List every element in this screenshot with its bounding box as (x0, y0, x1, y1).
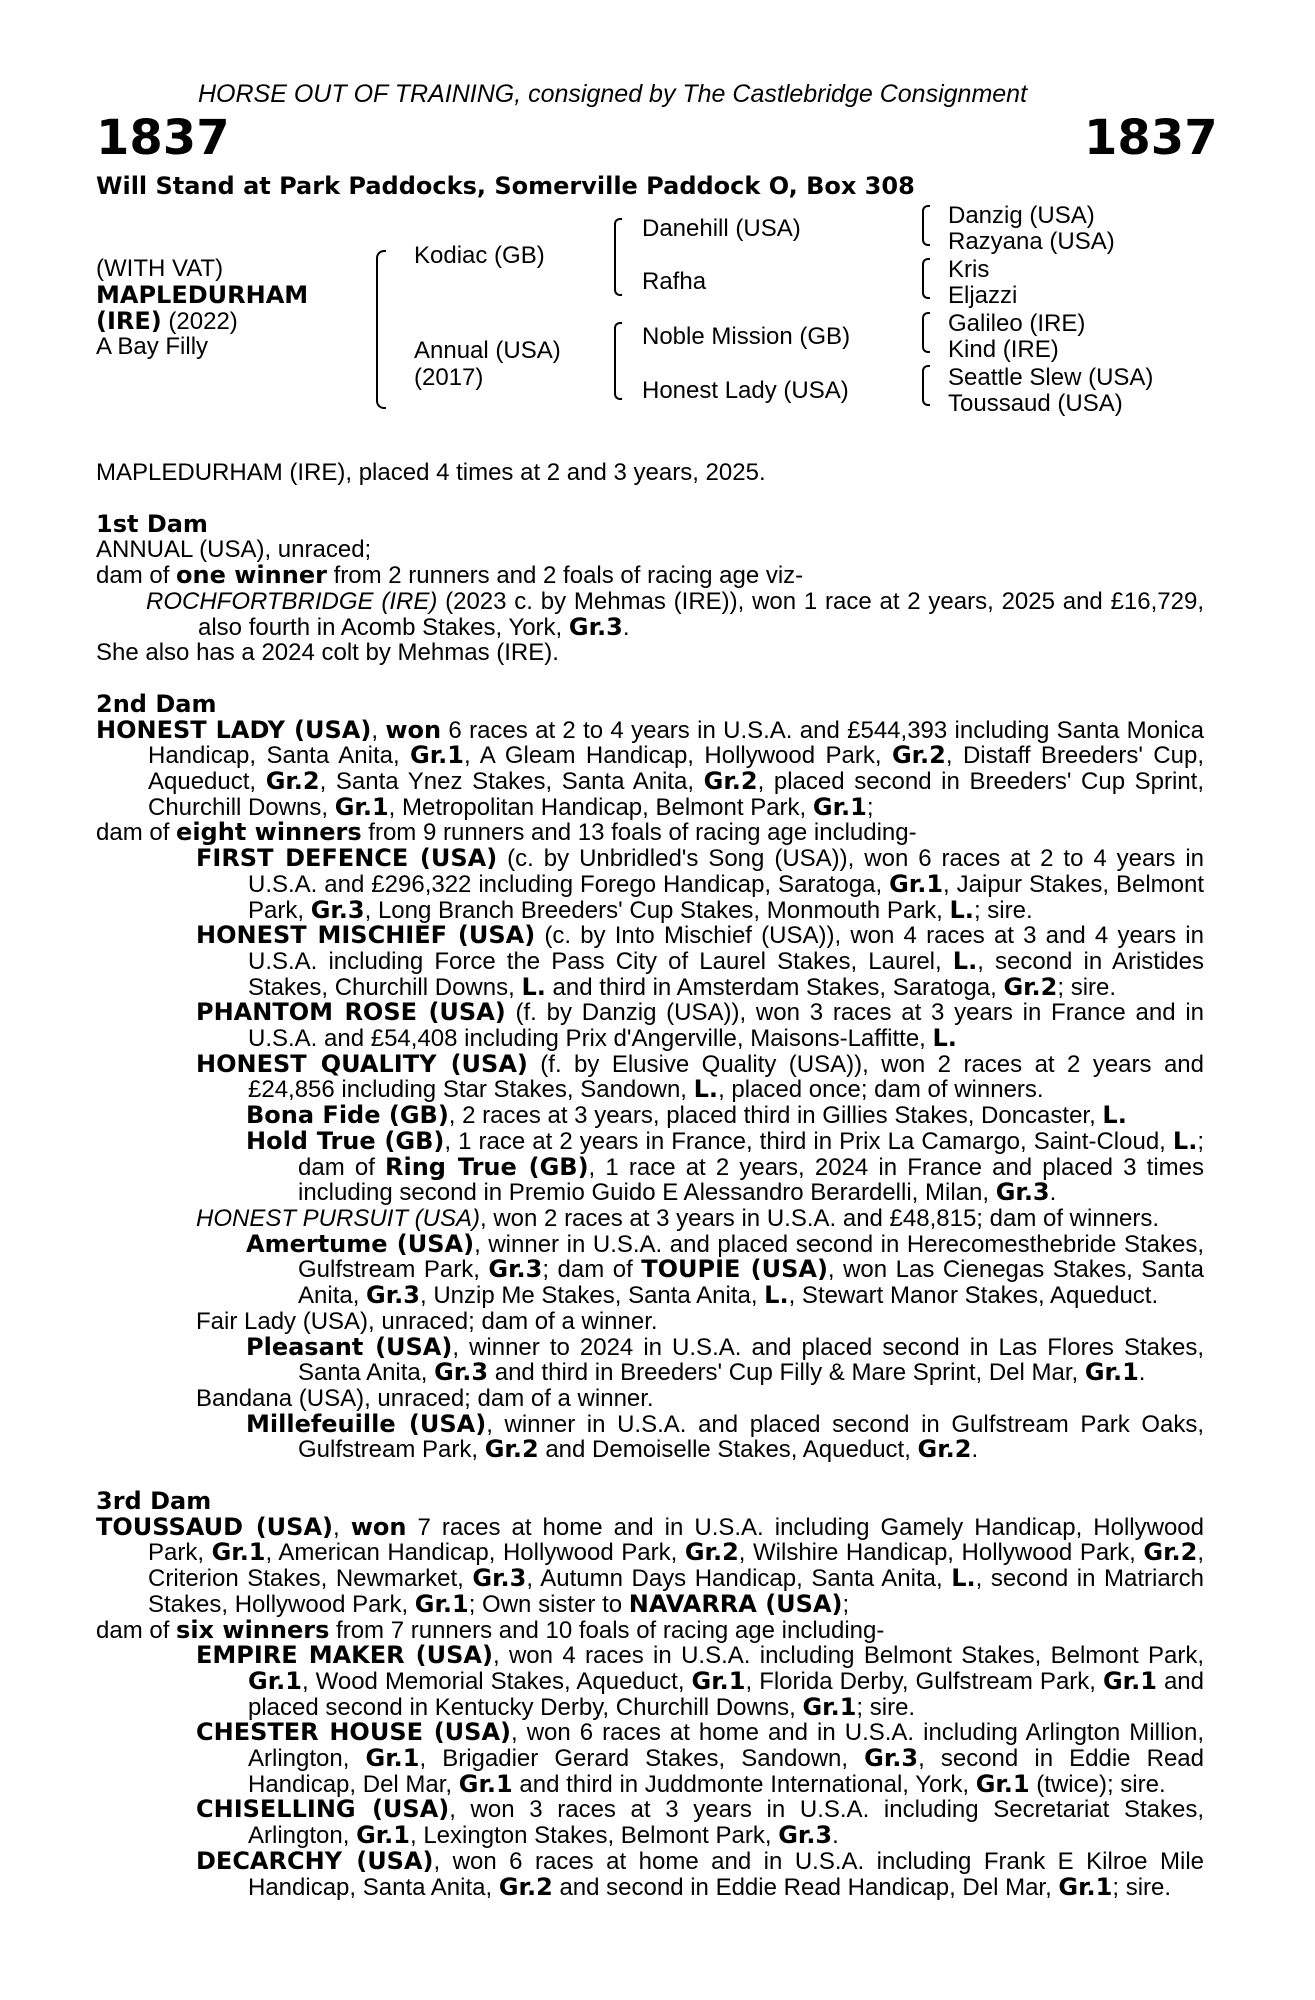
brace-ss (922, 205, 930, 246)
stand-location: Will Stand at Park Paddocks, Somerville Paddock O, Box 308 (96, 172, 915, 200)
third-dam-produce: dam of six winners from 7 runners and 10 foals of racing age including- (96, 1615, 885, 1644)
lot-number-right: 1837 (1084, 110, 1218, 166)
horse-description: A Bay Filly (96, 333, 209, 360)
second-dam-produce: dam of eight winners from 9 runners and 13 foals of racing age including- (96, 818, 917, 847)
pedigree-sire: Kodiac (GB) (414, 242, 545, 269)
pedigree-sire-sire: Danehill (USA) (642, 215, 801, 242)
produce-pleasant: Pleasant (USA), winner to 2024 in U.S.A. and placed second in Las Flores Stakes, Santa Anita, Gr.3 and third in Breeders' Cup Filly & Mare Sprint, Del Mar, Gr.1. (246, 1332, 1205, 1387)
produce-phantom-rose: PHANTOM ROSE (USA) (f. by Danzig (USA)), won 3 races at 3 years in France and in U.S.A. and £54,408 including Prix d'Angerville, Maisons-Laffitte, L. (196, 998, 1204, 1053)
produce-bandana: Bandana (USA), unraced; dam of a winner. (196, 1384, 654, 1412)
lot-number-left: 1837 (96, 110, 230, 166)
pedigree-dam: Annual (USA) (414, 337, 561, 364)
produce-empire-maker: EMPIRE MAKER (USA), won 4 races in U.S.A. including Belmont Stakes, Belmont Park, Gr.1, Wood Memorial Stakes, Aqueduct, Gr.1, Florida Derby, Gulfstream Park, Gr.1 and placed second in Kentucky Derby, Churchill Downs, Gr.1; sire. (196, 1641, 1205, 1721)
horse-country: (IRE) (96, 307, 162, 335)
produce-hold-true: Hold True (GB), 1 race at 2 years in France, third in Prix La Camargo, Saint-Cloud, L.; dam of Ring True (GB), 1 race at 2 years, 2024 in France and placed 3 times including second in Premio Guido E Alessandro Berardelli, Milan, Gr.3. (246, 1126, 1204, 1207)
brace-dam (614, 322, 622, 400)
pedigree-dam-sire: Noble Mission (GB) (642, 323, 851, 350)
produce-decarchy: DECARCHY (USA), won 6 races at home and in U.S.A. including Frank E Kilroe Mile Handicap, Santa Anita, Gr.2 and second in Eddie Read Handicap, Del Mar, Gr.1; sire. (196, 1846, 1204, 1901)
second-dam-heading: 2nd Dam (96, 689, 217, 718)
first-dam-line: ANNUAL (USA), unraced; (96, 536, 372, 564)
pedigree-dds: Seattle Slew (USA) (948, 364, 1154, 391)
horse-origin-year (96, 307, 238, 336)
first-dam-note: She also has a 2024 colt by Mehmas (IRE). (96, 639, 559, 667)
third-dam-record: TOUSSAUD (USA), won 7 races at home and in U.S.A. including Gamely Handicap, Hollywood Park, Gr.1, American Handicap, Hollywood Park, Gr.2, Wilshire Handicap, Hollywood Park, Gr.2, Criterion Stakes, Newmarket, Gr.3, Autumn Days Handicap, Santa Anita, L., second in Matriarch Stakes, Hollywood Park, Gr.1; Own sister to NAVARRA (USA); (96, 1512, 1205, 1618)
produce-honest-quality: HONEST QUALITY (USA) (f. by Elusive Quality (USA)), won 2 races at 2 years and £24,856 including Star Stakes, Sandown, L., placed once; dam of winners. (196, 1049, 1204, 1104)
produce-amertume: Amertume (USA), winner in U.S.A. and placed second in Herecomesthebride Stakes, Gulfstream Park, Gr.3; dam of TOUPIE (USA), won Las Cienegas Stakes, Santa Anita, Gr.3, Unzip Me Stakes, Santa Anita, L., Stewart Manor Stakes, Aqueduct. (246, 1229, 1205, 1310)
first-dam-foal-1: ROCHFORTBRIDGE (IRE) (2023 c. by Mehmas (IRE)), won 1 race at 2 years, 2025 and £16,729, also fourth in Acomb Stakes, York, Gr.3. (146, 587, 1204, 641)
brace-dd (922, 365, 930, 406)
brace-ds (922, 312, 930, 353)
consignment-line: HORSE OUT OF TRAINING, consigned by The Castlebridge Consignment (198, 80, 1028, 108)
first-dam-produce: dam of one winner from 2 runners and 2 foals of racing age viz- (96, 561, 804, 590)
pedigree-sds: Kris (948, 256, 990, 283)
catalogue-body (96, 460, 1204, 1900)
pedigree-sire-dam: Rafha (642, 268, 707, 295)
brace-sd (922, 258, 930, 299)
produce-honest-mischief: HONEST MISCHIEF (USA) (c. by Into Mischief (USA)), won 4 races at 3 and 4 years in U.S.A. including Force the Pass City of Laurel Stakes, Laurel, L., second in Aristides Stakes, Churchill Downs, L. and third in Amsterdam Stakes, Saratoga, Gr.2; sire. (196, 921, 1204, 1001)
horse-year: (2022) (168, 308, 238, 335)
first-dam-heading: 1st Dam (96, 509, 208, 538)
brace-sire (614, 218, 622, 296)
second-dam-record: HONEST LADY (USA), won 6 races at 2 to 4 years in U.S.A. and £544,393 including Santa Monica Handicap, Santa Anita, Gr.1, A Gleam Handicap, Hollywood Park, Gr.2, Distaff Breeders' Cup, Aqueduct, Gr.2, Santa Ynez Stakes, Santa Anita, Gr.2, placed second in Breeders' Cup Sprint, Churchill Downs, Gr.1, Metropolitan Handicap, Belmont Park, Gr.1; (96, 715, 1205, 821)
produce-honest-pursuit: HONEST PURSUIT (USA), won 2 races at 3 years in U.S.A. and £48,815; dam of winners. (196, 1204, 1160, 1232)
produce-chester-house: CHESTER HOUSE (USA), won 6 races at home and in U.S.A. including Arlington Million, Arlington, Gr.1, Brigadier Gerard Stakes, Sandown, Gr.3, second in Eddie Read Handicap, Del Mar, Gr.1 and third in Juddmonte International, York, Gr.1 (twice); sire. (196, 1718, 1204, 1798)
pedigree-dam-year: (2017) (414, 364, 484, 391)
pedigree-dam-dam: Honest Lady (USA) (642, 377, 849, 404)
produce-fair-lady: Fair Lady (USA), unraced; dam of a winner. (196, 1307, 658, 1335)
race-summary: MAPLEDURHAM (IRE), placed 4 times at 2 and 3 years, 2025. (96, 459, 766, 486)
pedigree-sss: Danzig (USA) (948, 202, 1095, 229)
horse-name: MAPLEDURHAM (96, 281, 309, 309)
produce-first-defence: FIRST DEFENCE (USA) (c. by Unbridled's Song (USA)), won 6 races at 2 to 4 years in U.S.A. and £296,322 including Forego Handicap, Saratoga, Gr.1, Jaipur Stakes, Belmont Park, Gr.3, Long Branch Breeders' Cup Stakes, Monmouth Park, L.; sire. (196, 844, 1205, 924)
produce-bona-fide: Bona Fide (GB), 2 races at 3 years, placed third in Gillies Stakes, Doncaster, L. (246, 1101, 1127, 1130)
pedigree-ddd: Toussaud (USA) (948, 390, 1123, 417)
pedigree-dsd: Kind (IRE) (948, 336, 1059, 363)
vat-note: (WITH VAT) (96, 255, 224, 282)
pedigree-sdd: Eljazzi (948, 282, 1018, 309)
third-dam-heading: 3rd Dam (96, 1487, 212, 1516)
produce-chiselling: CHISELLING (USA), won 3 races at 3 years in U.S.A. including Secretariat Stakes, Arlington, Gr.1, Lexington Stakes, Belmont Park, Gr.3. (196, 1795, 1205, 1850)
produce-millefeuille: Millefeuille (USA), winner in U.S.A. and placed second in Gulfstream Park Oaks, Gulfstream Park, Gr.2 and Demoiselle Stakes, Aqueduct, Gr.2. (246, 1409, 1205, 1464)
brace-sire-dam (376, 250, 386, 409)
pedigree-dss: Galileo (IRE) (948, 310, 1086, 337)
pedigree-ssd: Razyana (USA) (948, 228, 1115, 255)
